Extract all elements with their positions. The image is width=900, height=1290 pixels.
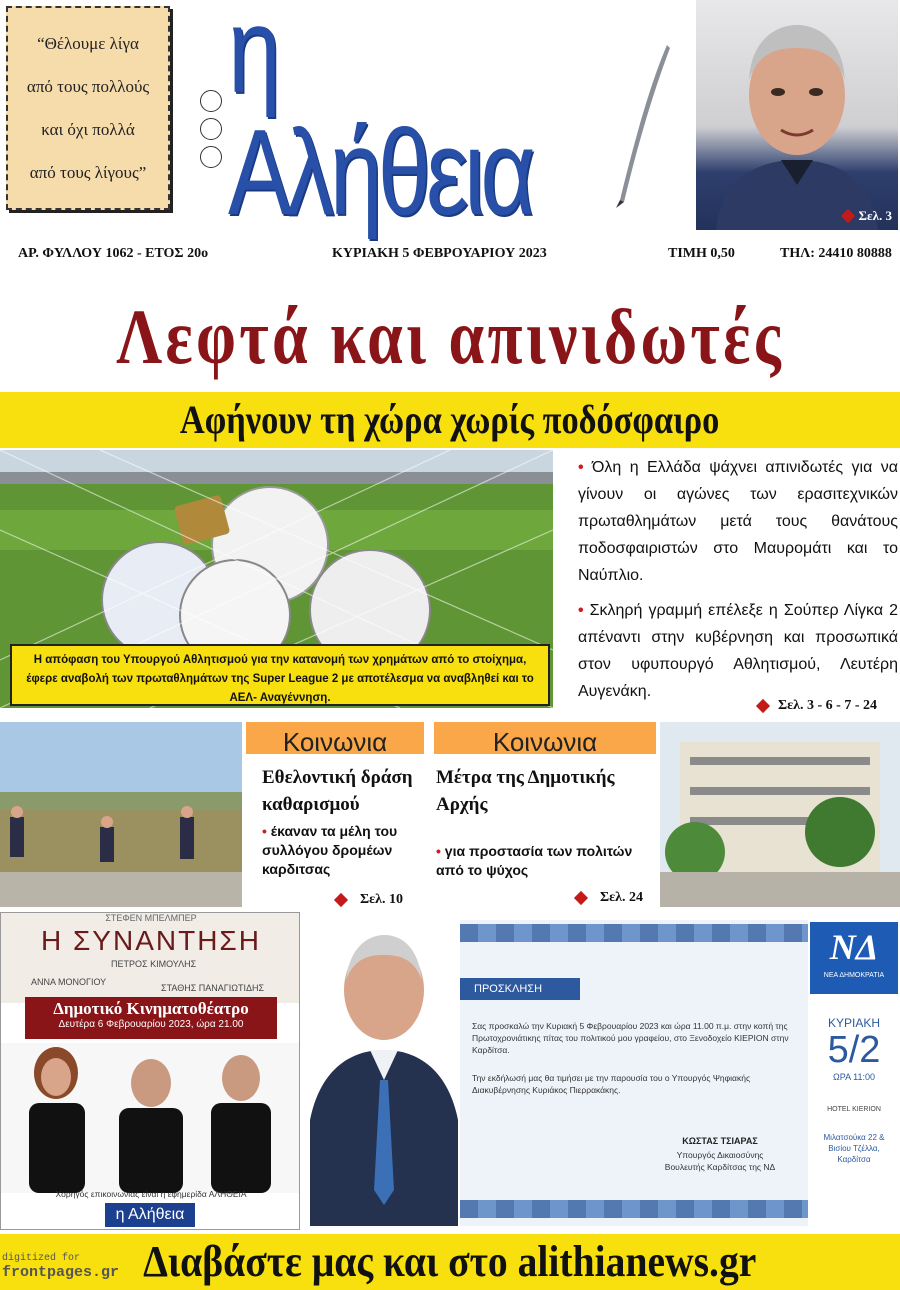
- section-tab-society[interactable]: Κοινωνια: [246, 722, 424, 754]
- volunteers-cleaning-icon: [0, 722, 242, 907]
- info-bar: [0, 240, 900, 270]
- lead-bullets: [578, 454, 898, 713]
- member-logos: [196, 90, 226, 180]
- theater-advert[interactable]: [0, 912, 300, 1230]
- political-advert[interactable]: [310, 920, 900, 1226]
- signer-role: Υπουργός Δικαιοσύνης: [676, 1150, 764, 1160]
- invitation-guest: Την εκδήλωσή μας θα τιμήσει με την παρουσία του ο Υπουργός Ψηφιακής Διακυβέρνησης Κυριάκος Πιερρακάκης.: [472, 1073, 751, 1095]
- motto-line: και όχι πολλά: [41, 119, 135, 139]
- motto-line: από τους λίγους”: [29, 162, 147, 182]
- bullet-icon: •: [262, 823, 271, 839]
- bullet-icon: •: [578, 459, 593, 476]
- municipal-building-photo[interactable]: [660, 722, 900, 907]
- motto-line: “Θέλουμε λίγα: [37, 33, 139, 53]
- politician-photo-icon: [310, 920, 458, 1226]
- signer-role: Βουλευτής Καρδίτσας της ΝΔ: [664, 1162, 776, 1172]
- sponsor-note: Χορηγός επικοινωνίας είναι η εφημερίδα ΑΛΗΘΕΙΑ: [55, 1189, 247, 1199]
- photo-caption: Η απόφαση του Υπουργού Αθλητισμού για την κατανομή των χρημάτων από το στοίχημα, έφερε αναβολή των πρωταθλημάτων της Super League 2 με αποτέλεσμα να αναβληθεί και το ΑΕΛ- Αναγέννηση.: [10, 644, 550, 706]
- society-story-title[interactable]: Εθελοντική δράση καθαρισμού: [262, 767, 413, 815]
- newspaper-title-text: η Αλήθεια: [228, 0, 531, 240]
- lead-page-ref[interactable]: Σελ. 3 - 6 - 7 - 24: [758, 698, 877, 714]
- building-icon: [660, 722, 900, 907]
- society-page-ref[interactable]: Σελ. 10: [336, 892, 403, 908]
- hotel-name: HOTEL KIERION: [827, 1106, 881, 1113]
- website-promo: Διαβάστε μας και στο alithianews.gr: [143, 1237, 757, 1286]
- motto-line: από τους πολλούς: [26, 76, 150, 96]
- columnist-photo[interactable]: [696, 0, 898, 230]
- party-logo: ΝΔ ΝΕΑ ΔΗΜΟΚΡΑΤΙΑ: [810, 922, 898, 994]
- society-page-ref[interactable]: Σελ. 24: [576, 890, 643, 906]
- diamond-icon: [756, 699, 770, 713]
- issue-date: ΚΥΡΙΑΚΗ 5 ΦΕΒΡΟΥΑΡΙΟΥ 2023: [332, 246, 547, 261]
- diamond-icon: [840, 209, 854, 223]
- play-director: ΠΕΤΡΟΣ ΚΙΜΟΥΛΗΣ: [111, 959, 197, 969]
- bullet-icon: •: [436, 843, 445, 859]
- invitation-body: Σας προσκαλώ την Κυριακή 5 Φεβρουαρίου 2023 και ώρα 11.00 π.μ. στην κοπή της Πρωτοχρονιάτικης πίτας του πολιτικού μου γραφείου, στο Ξενοδοχείο ΚΙΕΡΙΟΝ στην Καρδίτσα.: [472, 1021, 789, 1055]
- motto-box: [6, 6, 170, 210]
- columnist-page-ref[interactable]: Σελ. 3: [843, 208, 892, 224]
- society-story-text: • για προστασία των πολιτών από το ψύχος: [436, 843, 633, 878]
- association-logo-icon: [200, 146, 222, 168]
- sub-headline[interactable]: Αφήνουν τη χώρα χωρίς ποδόσφαιρο: [0, 392, 900, 448]
- quill-icon: [612, 40, 672, 210]
- paper-mini-logo: η Αλήθεια: [105, 1203, 195, 1227]
- volunteers-photo[interactable]: [0, 722, 242, 907]
- society-story-title[interactable]: Μέτρα της Δημοτικής Αρχής: [436, 767, 615, 815]
- signer-name: ΚΩΣΤΑΣ ΤΣΙΑΡΑΣ: [682, 1136, 758, 1146]
- section-tab-society[interactable]: Κοινωνια: [434, 722, 656, 754]
- event-time: ΩΡΑ 11:00: [833, 1072, 875, 1082]
- venue-banner: Δημοτικό Κινηματοθέατρο Δευτέρα 6 Φεβρουαρίου 2023, ώρα 21.00: [25, 997, 277, 1039]
- bullet-icon: •: [578, 602, 590, 619]
- diamond-icon: [334, 893, 348, 907]
- contact-phone: ΤΗΛ: 24410 80888: [780, 246, 892, 261]
- main-headline[interactable]: Λεφτά και απινιδωτές: [116, 293, 784, 380]
- actors-photo-icon: [1, 1043, 300, 1193]
- columnist-portrait-icon: [696, 0, 898, 230]
- website-footer-banner[interactable]: [0, 1234, 900, 1290]
- event-day: ΚΥΡΙΑΚΗ: [827, 1016, 881, 1030]
- event-date: 5/2: [827, 1029, 881, 1071]
- cast-member: ΑΝΝΑ ΜΟΝΟΓΙΟΥ: [31, 977, 107, 987]
- digitizer-watermark: digitized for frontpages.gr: [2, 1253, 120, 1281]
- lead-bullet: • Σκληρή γραμμή επέλεξε η Σούπερ Λίγκα 2 απέναντι στην κυβέρνηση και προσωπικά στον υφυπουργό Αθλητισμού, Λευτέρη Αυγενάκη.: [578, 602, 898, 700]
- society-story-text: • έκαναν τα μέλη του συλλόγου δρομέων καρδιτσας: [262, 823, 398, 877]
- association-logo-icon: [200, 90, 222, 112]
- playwright: ΣΤΕΦΕΝ ΜΠΕΛΜΠΕΡ: [105, 913, 197, 923]
- event-address: Μιλατσούκα 22 & Βισίου Τζέλλα, Καρδίτσα: [823, 1133, 885, 1164]
- play-title: Η ΣΥΝΑΝΤΗΣΗ: [41, 925, 261, 956]
- lead-bullet: • Όλη η Ελλάδα ψάχνει απινιδωτές για να γίνουν οι αγώνες των ερασιτεχνικών πρωταθλημάτων μετά τους θανάτους ποδοσφαιριστών στο Μαυρομάτι και το Ναύπλιο.: [578, 459, 899, 584]
- invitation-label: ΠΡΟΣΚΛΗΣΗ: [460, 978, 580, 1000]
- diamond-icon: [574, 891, 588, 905]
- association-logo-icon: [200, 118, 222, 140]
- issue-number: ΑΡ. ΦΥΛΛΟΥ 1062 - ΕΤΟΣ 20ο: [18, 246, 209, 261]
- cast-member: ΣΤΑΘΗΣ ΠΑΝΑΓΙΩΤΙΔΗΣ: [161, 983, 265, 993]
- issue-price: ΤΙΜΗ 0,50: [668, 246, 735, 261]
